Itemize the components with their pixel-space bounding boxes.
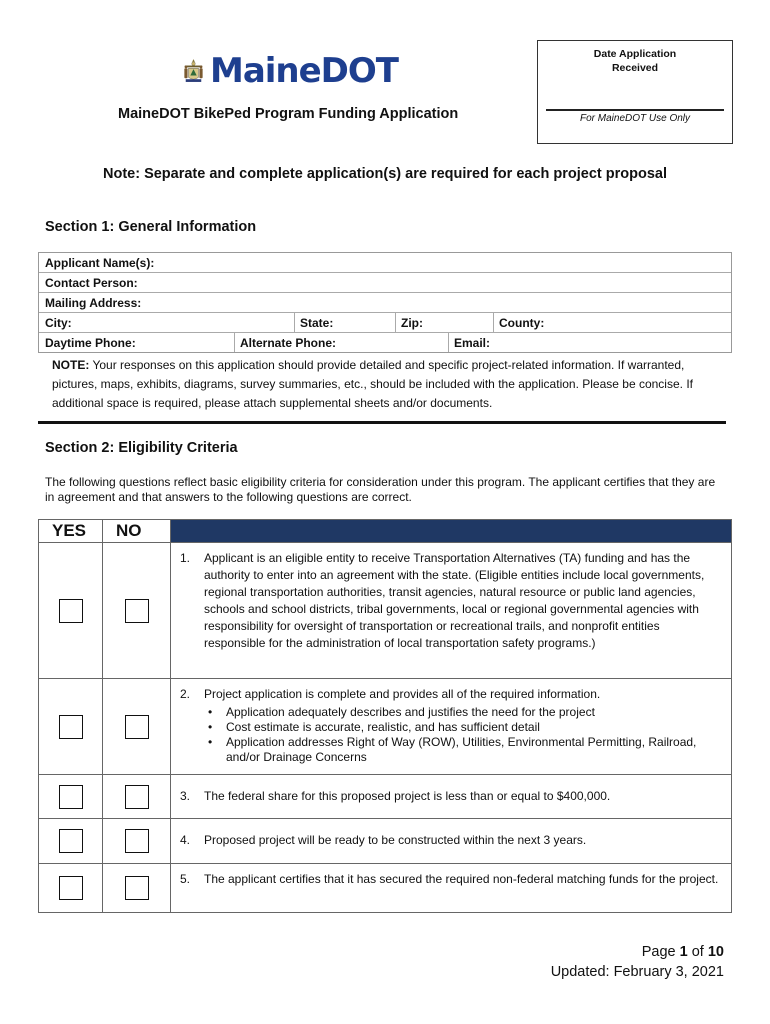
list-item: • Application adequately describes and justifies the need for the project (226, 705, 723, 720)
general-info-table (38, 252, 732, 353)
section2-title: Section 2: Eligibility Criteria (45, 440, 238, 456)
office-use-note: For MaineDOT Use Only (579, 113, 691, 124)
header-bar (171, 520, 731, 542)
criteria-body: Applicant is an eligible entity to receive Transportation Alternatives (TA) funding and has the authority to enter into an agreement with the state. (Eligible entities include local governments, regional transportation authorities, transit agencies, natural resource or public land agencies, schools and school districts, tribal governments, local or regional governmental agencies with responsibility for oversight of transportation or recreational trails, and nonprofit entities responsible for the administration of local transportation safety programs.) (204, 551, 705, 650)
criteria-text-5 (171, 864, 731, 888)
criteria-row-1 (39, 542, 731, 678)
eligibility-header-row (39, 520, 731, 542)
email-label: Email: (454, 336, 491, 350)
no-checkbox-4[interactable] (125, 829, 149, 853)
section1-note (52, 356, 722, 413)
page-number (551, 942, 724, 962)
county-label: County: (499, 316, 545, 330)
yes-checkbox-2[interactable] (59, 715, 83, 739)
date-label-line1: Date Application (593, 48, 677, 60)
page-of: of (687, 944, 708, 960)
state-label: State: (300, 316, 334, 330)
applicant-name-field[interactable] (39, 253, 731, 273)
yes-checkbox-4[interactable] (59, 829, 83, 853)
list-item: • Cost estimate is accurate, realistic, and has sufficient detail (226, 720, 723, 735)
mailing-address-field[interactable] (39, 293, 731, 313)
section-divider (38, 421, 726, 424)
page-prefix: Page (641, 944, 680, 960)
criteria-row-5 (39, 863, 731, 912)
criteria-body: The federal share for this proposed project is less than or equal to $400,000. (204, 789, 611, 803)
daytime-phone-label: Daytime Phone: (45, 336, 136, 350)
note-heading: Note: Separate and complete application(s) are required for each project proposal (102, 166, 668, 182)
yes-checkbox-1[interactable] (59, 599, 83, 623)
criteria-text-1 (171, 543, 731, 652)
note-label: NOTE: (52, 358, 90, 372)
criteria-bullet-list (204, 705, 723, 765)
note-text: Your responses on this application should provide detailed and specific project-related information. If warranted, pictures, maps, exhibits, diagrams, survey summaries, etc., should be included with the application. Please be concise. If additional space is required, please attach supplemental sheets and/or documents. (52, 358, 693, 410)
criteria-number: 2. (180, 687, 191, 701)
mailing-address-label: Mailing Address: (45, 296, 142, 310)
no-checkbox-1[interactable] (125, 599, 149, 623)
yes-column-header: YES (39, 520, 103, 542)
section2-intro: The following questions reflect basic eligibility criteria for consideration under this program. The applicant certifies that they are in agreement and that answers to the following questions are correct. (45, 475, 716, 504)
zip-label: Zip: (401, 316, 423, 330)
applicant-name-label: Applicant Name(s): (45, 256, 155, 270)
alternate-phone-label: Alternate Phone: (240, 336, 337, 350)
criteria-row-3 (39, 774, 731, 818)
criteria-number: 3. (180, 789, 191, 803)
date-received-box (537, 40, 733, 144)
city-state-zip-row[interactable] (39, 313, 731, 333)
phone-email-row[interactable] (39, 333, 731, 352)
no-checkbox-3[interactable] (125, 785, 149, 809)
page-current: 1 (679, 944, 688, 960)
criteria-row-4 (39, 818, 731, 863)
updated-date: Updated: February 3, 2021 (550, 964, 724, 980)
state-seal-icon (183, 43, 204, 99)
page-footer (551, 942, 724, 982)
criteria-number: 4. (180, 833, 191, 847)
page-total: 10 (707, 944, 724, 960)
criteria-number: 1. (180, 551, 191, 565)
date-label-line2: Received (611, 62, 659, 74)
criteria-body: Project application is complete and provides all of the required information. (204, 687, 601, 701)
criteria-text-2 (171, 679, 731, 765)
criteria-body: Proposed project will be ready to be constructed within the next 3 years. (204, 833, 587, 847)
city-label: City: (45, 316, 72, 330)
yes-checkbox-5[interactable] (59, 876, 83, 900)
no-checkbox-2[interactable] (125, 715, 149, 739)
contact-person-field[interactable] (39, 273, 731, 293)
no-checkbox-5[interactable] (125, 876, 149, 900)
yes-checkbox-3[interactable] (59, 785, 83, 809)
eligibility-table (38, 519, 732, 913)
date-signature-line[interactable] (546, 109, 724, 111)
contact-person-label: Contact Person: (45, 276, 138, 290)
logo-wordmark: MaineDOT (209, 51, 398, 91)
criteria-text-3 (171, 775, 731, 805)
no-column-header: NO (103, 520, 171, 542)
criteria-row-2 (39, 678, 731, 774)
criteria-text-4 (171, 819, 731, 849)
criteria-body: The applicant certifies that it has secured the required non-federal matching funds for the project. (204, 872, 719, 886)
mainedot-logo (183, 42, 398, 100)
date-received-label (538, 47, 732, 75)
section1-title: Section 1: General Information (45, 219, 257, 235)
criteria-number: 5. (180, 872, 191, 886)
application-title: MaineDOT BikePed Program Funding Application (118, 106, 459, 122)
list-item: • Application addresses Right of Way (ROW), Utilities, Environmental Permitting, Railroad, and/or Drainage Concerns (226, 735, 723, 765)
